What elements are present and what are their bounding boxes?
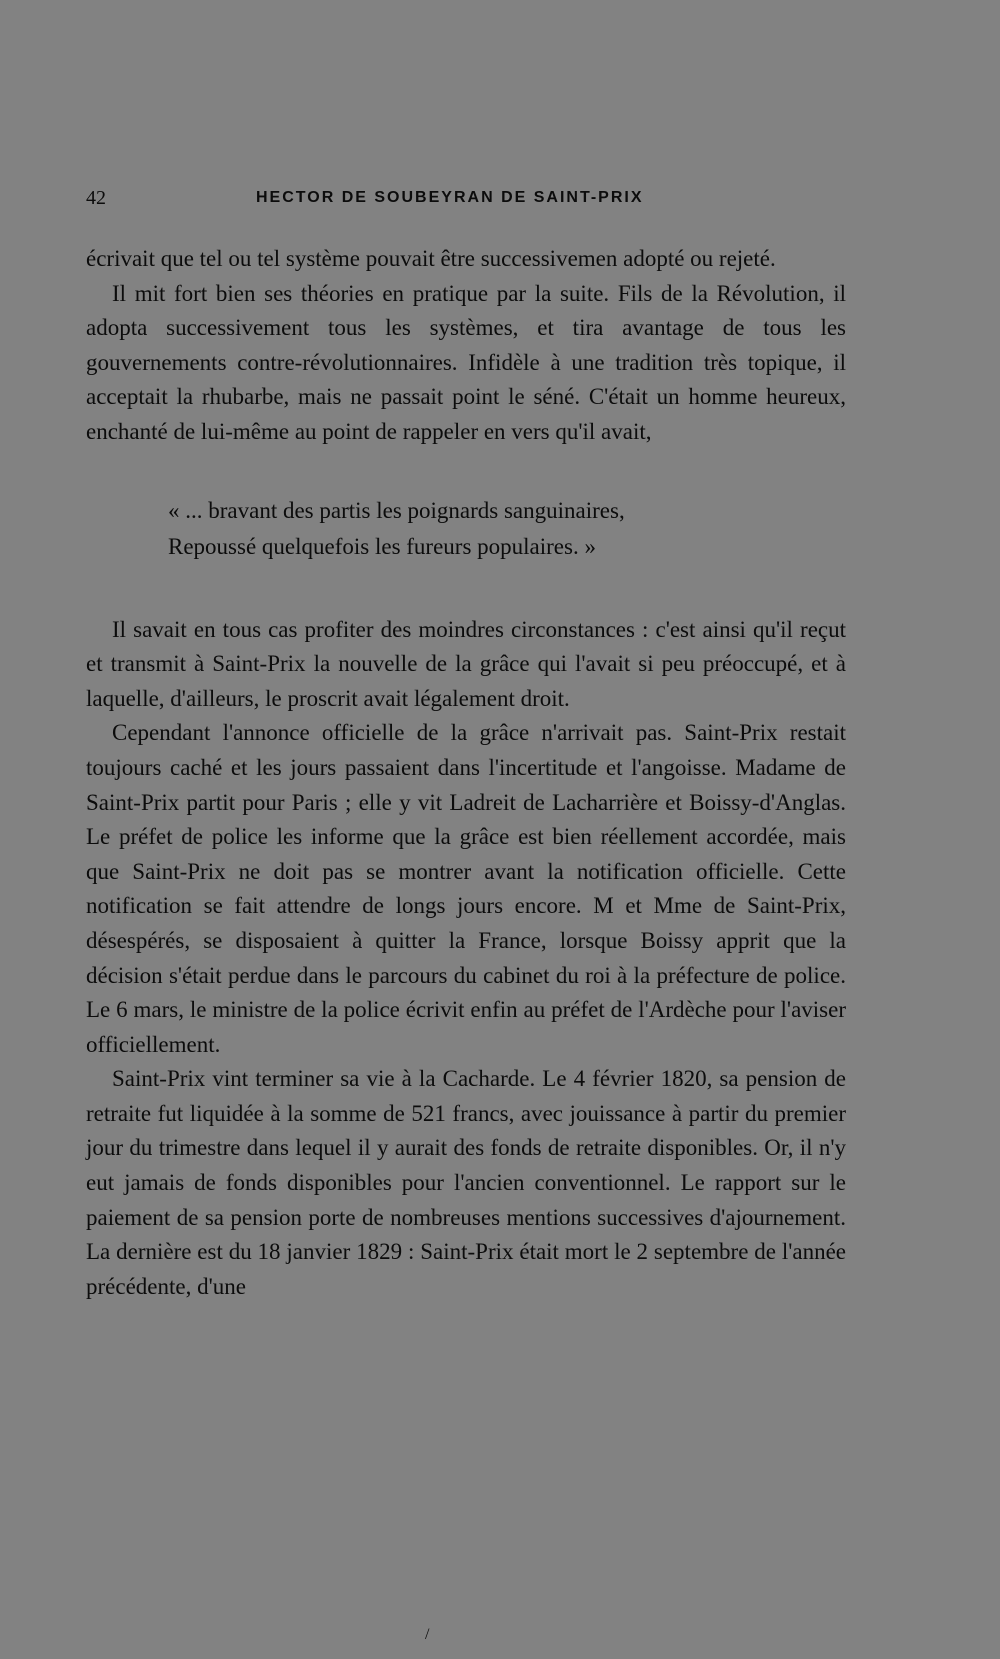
body-text — [86, 242, 846, 1304]
running-head: HECTOR DE SOUBEYRAN DE SAINT-PRIX — [256, 189, 644, 206]
verse-line-2: Repoussé quelquefois les fureurs populaires. » — [168, 533, 596, 559]
page-header — [86, 187, 846, 213]
paragraph-1: écrivait que tel ou tel système pouvait être successivemen adopté ou rejeté. — [86, 246, 776, 271]
verse-quote — [168, 493, 846, 565]
footer-mark: / — [425, 1626, 430, 1643]
verse-line-1: « ... bravant des partis les poignards sanguinaires, — [168, 497, 625, 523]
paragraph-4: Cependant l'annonce officielle de la grâce n'arrivait pas. Saint-Prix restait toujours caché et les jours passaient dans l'incertitude et l'angoisse. Madame de Saint-Prix partit pour Paris ; elle y vit Ladreit de Lacharrière et Boissy-d'Anglas. Le préfet de police les informe que la grâce est bien réellement accordée, mais que Saint-Prix ne doit pas se montrer avant la notification officielle. Cette notification se fait attendre de longs jours encore. M et Mme de Saint-Prix, désespérés, se disposaient à quitter la France, lorsque Boissy apprit que la décision s'était perdue dans le parcours du cabinet du roi à la préfecture de police. Le 6 mars, le ministre de la police écrivit enfin au préfet de l'Ardèche pour l'aviser officiellement. — [86, 720, 846, 1057]
page-number: 42 — [86, 187, 106, 209]
paragraph-2: Il mit fort bien ses théories en pratique par la suite. Fils de la Révolution, il adopta successivement tous les systèmes, et tira avantage de tous les gouvernements contre-révolutionnaires. Infidèle à une tradition très topique, il acceptait la rhubarbe, mais ne passait point le séné. C'était un homme heureux, enchanté de lui-même au point de rappeler en vers qu'il avait, — [86, 280, 846, 444]
paragraph-3: Il savait en tous cas profiter des moindres circonstances : c'est ainsi qu'il reçut et transmit à Saint-Prix la nouvelle de la grâce qui l'avait si peu préoccupé, et à laquelle, d'ailleurs, le proscrit avait légalement droit. — [86, 616, 846, 711]
paragraph-5: Saint-Prix vint terminer sa vie à la Cacharde. Le 4 février 1820, sa pension de retraite fut liquidée à la somme de 521 francs, avec jouissance à partir du premier jour du trimestre dans lequel il y aurait des fonds de retraite disponibles. Or, il n'y eut jamais de fonds disponibles pour l'ancien conventionnel. Le rapport sur le paiement de sa pension porte de nombreuses mentions successives d'ajournement. La dernière est du 18 janvier 1829 : Saint-Prix était mort le 2 septembre de l'année précédente, d'une — [86, 1066, 846, 1299]
